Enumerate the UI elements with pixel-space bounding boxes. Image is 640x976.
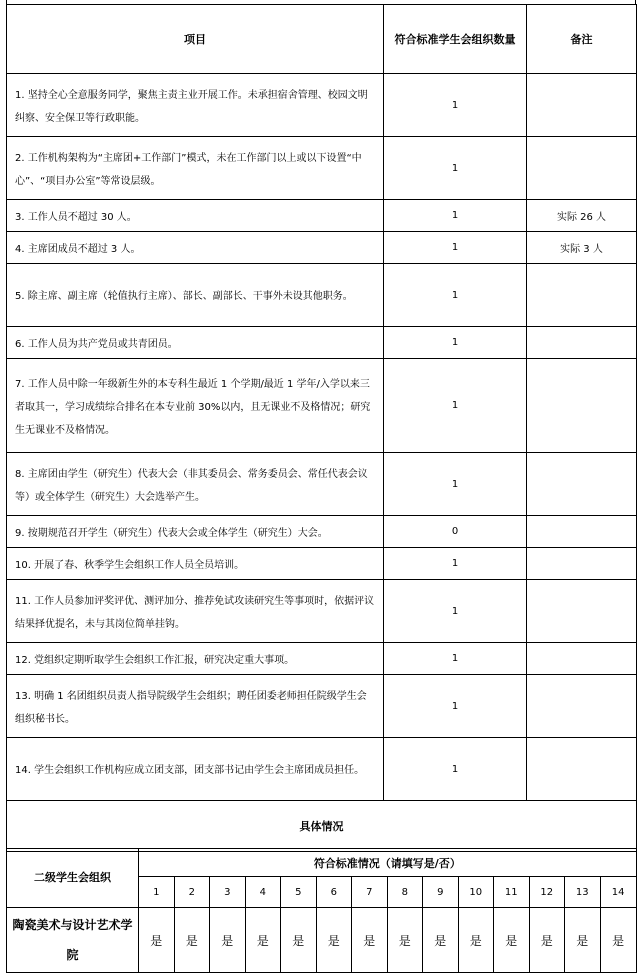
table-row (7, 232, 637, 264)
row-text: 6. 工作人员为共产党员或共青团员。 (7, 327, 384, 359)
row-value: 1 (384, 453, 527, 516)
row-text: 1. 坚持全心全意服务同学，聚焦主责主业开展工作。未承担宿舍管理、校园文明纠察、安全保卫等行政职能。 (7, 74, 384, 137)
criteria-number: 9 (423, 877, 459, 908)
criteria-number: 13 (565, 877, 601, 908)
row-value: 1 (384, 74, 527, 137)
criteria-table (6, 4, 637, 852)
org-table (6, 848, 637, 973)
table-row (7, 516, 637, 548)
row-value: 1 (384, 643, 527, 675)
criteria-number: 3 (210, 877, 246, 908)
table-row (7, 200, 637, 232)
table-row (7, 137, 637, 200)
criteria-number: 6 (316, 877, 352, 908)
answer-cell: 是 (245, 908, 281, 973)
row-value: 0 (384, 516, 527, 548)
answer-cell: 是 (600, 908, 636, 973)
answer-cell: 是 (565, 908, 601, 973)
row-remark: 实际 3 人 (527, 232, 637, 264)
row-text: 10. 开展了春、秋季学生会组织工作人员全员培训。 (7, 548, 384, 580)
criteria-number: 5 (281, 877, 317, 908)
row-text: 3. 工作人员不超过 30 人。 (7, 200, 384, 232)
answer-cell: 是 (423, 908, 459, 973)
row-value: 1 (384, 580, 527, 643)
row-text: 14. 学生会组织工作机构应成立团支部，团支部书记由学生会主席团成员担任。 (7, 738, 384, 801)
table-row (7, 548, 637, 580)
criteria-number: 10 (458, 877, 494, 908)
table-row (7, 738, 637, 801)
criteria-number: 8 (387, 877, 423, 908)
row-text: 12. 党组织定期听取学生会组织工作汇报，研究决定重大事项。 (7, 643, 384, 675)
row-text: 7. 工作人员中除一年级新生外的本专科生最近 1 个学期/最近 1 学年/入学以来三者取其一，学习成绩综合排名在本专业前 30%以内，且无课业不及格情况；研究生无课业不及格情况。 (7, 359, 384, 453)
header-remark: 备注 (527, 5, 637, 74)
table-row (7, 74, 637, 137)
criteria-header-row (7, 849, 637, 877)
row-remark: 实际 26 人 (527, 200, 637, 232)
criteria-number: 11 (494, 877, 530, 908)
criteria-number: 7 (352, 877, 388, 908)
table-row (7, 359, 637, 453)
criteria-number: 12 (529, 877, 565, 908)
row-remark (527, 327, 637, 359)
row-remark (527, 738, 637, 801)
row-text: 2. 工作机构架构为“主席团+工作部门”模式，未在工作部门以上或以下设置“中心”、“项目办公室”等常设层级。 (7, 137, 384, 200)
answer-cell: 是 (316, 908, 352, 973)
table-row (7, 327, 637, 359)
answer-cell: 是 (139, 908, 175, 973)
org-label: 二级学生会组织 (7, 849, 139, 908)
criteria-number: 1 (139, 877, 175, 908)
table-row (7, 643, 637, 675)
row-text: 8. 主席团由学生（研究生）代表大会（非其委员会、常务委员会、常任代表会议等）或全体学生（研究生）大会选举产生。 (7, 453, 384, 516)
org-name: 陶瓷美术与设计艺术学院 (7, 908, 139, 973)
table-row (7, 580, 637, 643)
org-row (7, 908, 637, 973)
row-text: 13. 明确 1 名团组织员责人指导院级学生会组织；聘任团委老师担任院级学生会组织秘书长。 (7, 675, 384, 738)
answer-cell: 是 (529, 908, 565, 973)
answer-cell: 是 (494, 908, 530, 973)
row-remark (527, 264, 637, 327)
table-row (7, 675, 637, 738)
row-text: 5. 除主席、副主席（轮值执行主席）、部长、副部长、干事外未设其他职务。 (7, 264, 384, 327)
criteria-number: 14 (600, 877, 636, 908)
header-row (7, 5, 637, 74)
criteria-number: 4 (245, 877, 281, 908)
specific-row (7, 801, 637, 852)
criteria-label: 符合标准情况（请填写是/否） (139, 849, 637, 877)
specific-heading: 具体情况 (7, 801, 637, 852)
row-value: 1 (384, 675, 527, 738)
answer-cell: 是 (458, 908, 494, 973)
row-remark (527, 453, 637, 516)
answer-cell: 是 (281, 908, 317, 973)
row-value: 1 (384, 137, 527, 200)
row-remark (527, 548, 637, 580)
row-value: 1 (384, 232, 527, 264)
table-row (7, 264, 637, 327)
row-remark (527, 580, 637, 643)
row-text: 11. 工作人员参加评奖评优、测评加分、推荐免试攻读研究生等事项时，依据评议结果择优提名，未与其岗位简单挂钩。 (7, 580, 384, 643)
answer-cell: 是 (387, 908, 423, 973)
answer-cell: 是 (174, 908, 210, 973)
row-remark (527, 516, 637, 548)
row-text: 9. 按期规范召开学生（研究生）代表大会或全体学生（研究生）大会。 (7, 516, 384, 548)
row-value: 1 (384, 738, 527, 801)
row-value: 1 (384, 200, 527, 232)
header-count: 符合标准学生会组织数量 (384, 5, 527, 74)
row-text: 4. 主席团成员不超过 3 人。 (7, 232, 384, 264)
criteria-number: 2 (174, 877, 210, 908)
row-remark (527, 359, 637, 453)
answer-cell: 是 (210, 908, 246, 973)
answer-cell: 是 (352, 908, 388, 973)
row-remark (527, 74, 637, 137)
row-value: 1 (384, 264, 527, 327)
row-value: 1 (384, 548, 527, 580)
row-value: 1 (384, 327, 527, 359)
row-value: 1 (384, 359, 527, 453)
row-remark (527, 137, 637, 200)
table-row (7, 453, 637, 516)
row-remark (527, 643, 637, 675)
header-item: 项目 (7, 5, 384, 74)
row-remark (527, 675, 637, 738)
